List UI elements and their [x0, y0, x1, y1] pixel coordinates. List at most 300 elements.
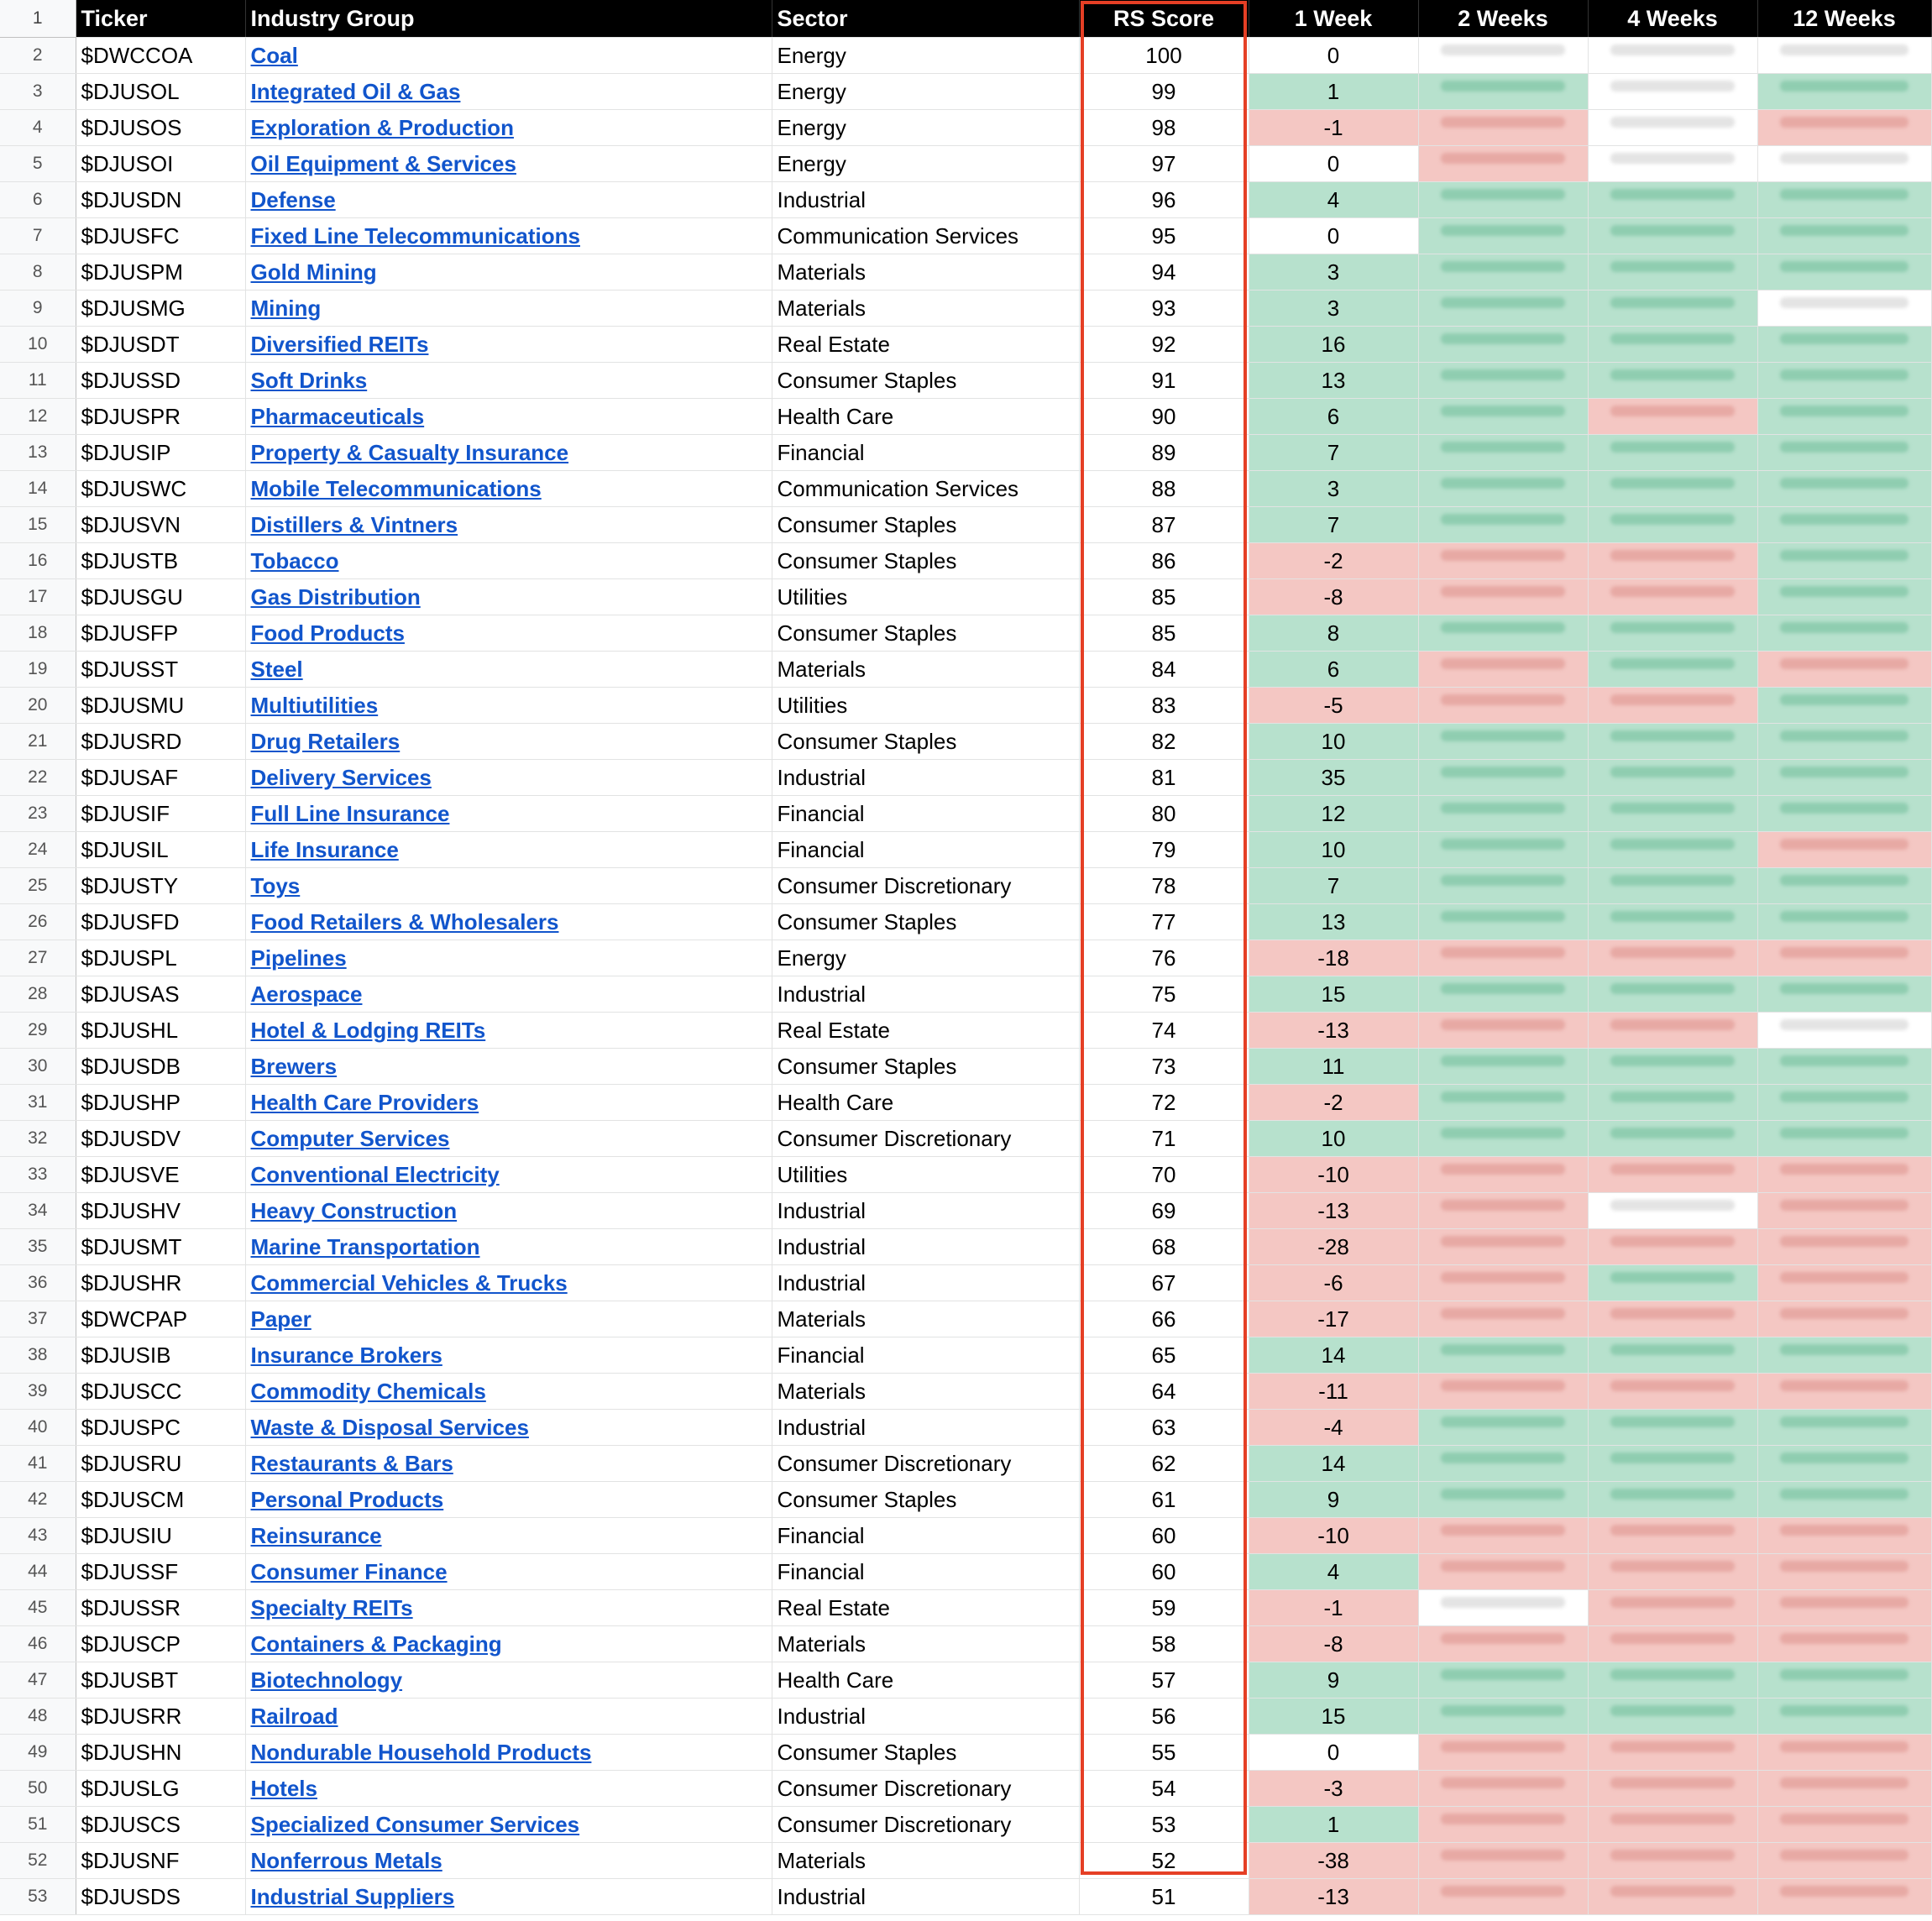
- cell-ticker[interactable]: $DJUSOI: [76, 146, 245, 182]
- cell-4-weeks[interactable]: [1588, 1699, 1757, 1735]
- cell-12-weeks[interactable]: [1757, 1121, 1931, 1157]
- cell-sector[interactable]: Consumer Discretionary: [772, 1446, 1079, 1482]
- cell-rs-score[interactable]: 71: [1079, 1121, 1249, 1157]
- cell-rs-score[interactable]: 86: [1079, 543, 1249, 579]
- cell-4-weeks[interactable]: [1588, 976, 1757, 1013]
- cell-1-week[interactable]: 13: [1249, 904, 1418, 940]
- cell-12-weeks[interactable]: [1757, 579, 1931, 615]
- cell-12-weeks[interactable]: [1757, 327, 1931, 363]
- industry-link[interactable]: Hotel & Lodging REITs: [250, 1017, 486, 1043]
- cell-rs-score[interactable]: 85: [1079, 615, 1249, 652]
- cell-12-weeks[interactable]: [1757, 1301, 1931, 1337]
- cell-ticker[interactable]: $DJUSSD: [76, 363, 245, 399]
- cell-1-week[interactable]: -10: [1249, 1157, 1418, 1193]
- cell-4-weeks[interactable]: [1588, 940, 1757, 976]
- cell-industry[interactable]: [245, 1843, 772, 1879]
- industry-link[interactable]: Insurance Brokers: [250, 1342, 442, 1368]
- cell-2-weeks[interactable]: [1418, 1337, 1588, 1374]
- cell-2-weeks[interactable]: [1418, 868, 1588, 904]
- cell-2-weeks[interactable]: [1418, 1699, 1588, 1735]
- table-row[interactable]: [0, 976, 1931, 1013]
- cell-12-weeks[interactable]: [1757, 291, 1931, 327]
- cell-rs-score[interactable]: 58: [1079, 1626, 1249, 1662]
- row-header-1[interactable]: 1: [0, 0, 76, 38]
- cell-rs-score[interactable]: 56: [1079, 1699, 1249, 1735]
- cell-2-weeks[interactable]: [1418, 1446, 1588, 1482]
- cell-ticker[interactable]: $DJUSMG: [76, 291, 245, 327]
- column-header-4-weeks[interactable]: 4 Weeks: [1588, 0, 1757, 38]
- industry-link[interactable]: Food Products: [250, 620, 405, 646]
- row-number[interactable]: 15: [0, 507, 76, 543]
- cell-industry[interactable]: [245, 688, 772, 724]
- industry-link[interactable]: Marine Transportation: [250, 1233, 480, 1259]
- cell-ticker[interactable]: $DJUSHL: [76, 1013, 245, 1049]
- cell-sector[interactable]: Health Care: [772, 399, 1079, 435]
- cell-2-weeks[interactable]: [1418, 435, 1588, 471]
- cell-sector[interactable]: Industrial: [772, 1410, 1079, 1446]
- row-number[interactable]: 35: [0, 1229, 76, 1265]
- cell-industry[interactable]: [245, 543, 772, 579]
- cell-industry[interactable]: [245, 38, 772, 74]
- cell-2-weeks[interactable]: [1418, 471, 1588, 507]
- cell-4-weeks[interactable]: [1588, 146, 1757, 182]
- cell-sector[interactable]: Materials: [772, 1626, 1079, 1662]
- cell-rs-score[interactable]: 72: [1079, 1085, 1249, 1121]
- industry-link[interactable]: Toys: [250, 872, 301, 898]
- row-number[interactable]: 32: [0, 1121, 76, 1157]
- cell-2-weeks[interactable]: [1418, 1265, 1588, 1301]
- cell-4-weeks[interactable]: [1588, 1843, 1757, 1879]
- cell-rs-score[interactable]: 94: [1079, 254, 1249, 291]
- row-number[interactable]: 27: [0, 940, 76, 976]
- cell-4-weeks[interactable]: [1588, 1518, 1757, 1554]
- row-number[interactable]: 46: [0, 1626, 76, 1662]
- cell-industry[interactable]: [245, 1049, 772, 1085]
- table-row[interactable]: [0, 1049, 1931, 1085]
- cell-1-week[interactable]: -8: [1249, 1626, 1418, 1662]
- cell-4-weeks[interactable]: [1588, 688, 1757, 724]
- row-number[interactable]: 29: [0, 1013, 76, 1049]
- cell-2-weeks[interactable]: [1418, 1013, 1588, 1049]
- industry-link[interactable]: Aerospace: [250, 981, 363, 1007]
- cell-12-weeks[interactable]: [1757, 1771, 1931, 1807]
- table-row[interactable]: [0, 1807, 1931, 1843]
- cell-rs-score[interactable]: 59: [1079, 1590, 1249, 1626]
- cell-1-week[interactable]: -10: [1249, 1518, 1418, 1554]
- cell-12-weeks[interactable]: [1757, 1626, 1931, 1662]
- cell-1-week[interactable]: -4: [1249, 1410, 1418, 1446]
- cell-industry[interactable]: [245, 904, 772, 940]
- cell-sector[interactable]: Consumer Staples: [772, 615, 1079, 652]
- cell-1-week[interactable]: 10: [1249, 832, 1418, 868]
- table-row[interactable]: [0, 146, 1931, 182]
- row-number[interactable]: 28: [0, 976, 76, 1013]
- row-number[interactable]: 50: [0, 1771, 76, 1807]
- cell-rs-score[interactable]: 99: [1079, 74, 1249, 110]
- industry-link[interactable]: Fixed Line Telecommunications: [250, 222, 580, 249]
- cell-1-week[interactable]: 4: [1249, 1554, 1418, 1590]
- cell-12-weeks[interactable]: [1757, 724, 1931, 760]
- cell-12-weeks[interactable]: [1757, 1157, 1931, 1193]
- cell-12-weeks[interactable]: [1757, 146, 1931, 182]
- cell-2-weeks[interactable]: [1418, 796, 1588, 832]
- row-number[interactable]: 47: [0, 1662, 76, 1699]
- cell-rs-score[interactable]: 78: [1079, 868, 1249, 904]
- cell-4-weeks[interactable]: [1588, 652, 1757, 688]
- cell-sector[interactable]: Consumer Discretionary: [772, 868, 1079, 904]
- cell-12-weeks[interactable]: [1757, 688, 1931, 724]
- cell-2-weeks[interactable]: [1418, 1735, 1588, 1771]
- cell-ticker[interactable]: $DJUSBT: [76, 1662, 245, 1699]
- industry-link[interactable]: Reinsurance: [250, 1522, 382, 1548]
- cell-1-week[interactable]: 6: [1249, 652, 1418, 688]
- cell-sector[interactable]: Materials: [772, 1301, 1079, 1337]
- table-row[interactable]: [0, 1699, 1931, 1735]
- cell-rs-score[interactable]: 51: [1079, 1879, 1249, 1915]
- cell-2-weeks[interactable]: [1418, 579, 1588, 615]
- cell-sector[interactable]: Energy: [772, 146, 1079, 182]
- cell-industry[interactable]: [245, 1013, 772, 1049]
- table-row[interactable]: [0, 615, 1931, 652]
- table-row[interactable]: [0, 507, 1931, 543]
- industry-link[interactable]: Delivery Services: [250, 764, 432, 790]
- cell-12-weeks[interactable]: [1757, 1265, 1931, 1301]
- cell-1-week[interactable]: 0: [1249, 218, 1418, 254]
- cell-industry[interactable]: [245, 579, 772, 615]
- cell-ticker[interactable]: $DJUSIF: [76, 796, 245, 832]
- cell-12-weeks[interactable]: [1757, 868, 1931, 904]
- cell-ticker[interactable]: $DJUSAS: [76, 976, 245, 1013]
- cell-4-weeks[interactable]: [1588, 38, 1757, 74]
- cell-12-weeks[interactable]: [1757, 1735, 1931, 1771]
- industry-link[interactable]: Railroad: [250, 1703, 338, 1729]
- row-number[interactable]: 42: [0, 1482, 76, 1518]
- cell-ticker[interactable]: $DJUSCM: [76, 1482, 245, 1518]
- row-number[interactable]: 6: [0, 182, 76, 218]
- cell-1-week[interactable]: 12: [1249, 796, 1418, 832]
- cell-sector[interactable]: Energy: [772, 940, 1079, 976]
- cell-4-weeks[interactable]: [1588, 1446, 1757, 1482]
- cell-ticker[interactable]: $DJUSCP: [76, 1626, 245, 1662]
- row-number[interactable]: 10: [0, 327, 76, 363]
- cell-ticker[interactable]: $DJUSFD: [76, 904, 245, 940]
- cell-1-week[interactable]: 9: [1249, 1482, 1418, 1518]
- cell-industry[interactable]: [245, 1807, 772, 1843]
- cell-1-week[interactable]: 14: [1249, 1337, 1418, 1374]
- cell-industry[interactable]: [245, 363, 772, 399]
- cell-2-weeks[interactable]: [1418, 1879, 1588, 1915]
- cell-4-weeks[interactable]: [1588, 471, 1757, 507]
- cell-ticker[interactable]: $DJUSTY: [76, 868, 245, 904]
- cell-industry[interactable]: [245, 74, 772, 110]
- cell-4-weeks[interactable]: [1588, 615, 1757, 652]
- cell-2-weeks[interactable]: [1418, 74, 1588, 110]
- cell-2-weeks[interactable]: [1418, 146, 1588, 182]
- cell-2-weeks[interactable]: [1418, 543, 1588, 579]
- cell-4-weeks[interactable]: [1588, 74, 1757, 110]
- cell-sector[interactable]: Consumer Staples: [772, 904, 1079, 940]
- cell-4-weeks[interactable]: [1588, 1879, 1757, 1915]
- cell-1-week[interactable]: 16: [1249, 327, 1418, 363]
- cell-industry[interactable]: [245, 1699, 772, 1735]
- cell-industry[interactable]: [245, 254, 772, 291]
- table-row[interactable]: [0, 1518, 1931, 1554]
- cell-2-weeks[interactable]: [1418, 976, 1588, 1013]
- cell-ticker[interactable]: $DJUSPL: [76, 940, 245, 976]
- cell-rs-score[interactable]: 54: [1079, 1771, 1249, 1807]
- cell-ticker[interactable]: $DJUSHR: [76, 1265, 245, 1301]
- cell-sector[interactable]: Consumer Staples: [772, 724, 1079, 760]
- cell-2-weeks[interactable]: [1418, 1410, 1588, 1446]
- cell-industry[interactable]: [245, 399, 772, 435]
- cell-sector[interactable]: Consumer Staples: [772, 1735, 1079, 1771]
- cell-industry[interactable]: [245, 110, 772, 146]
- industry-link[interactable]: Specialty REITs: [250, 1594, 413, 1620]
- cell-2-weeks[interactable]: [1418, 832, 1588, 868]
- cell-12-weeks[interactable]: [1757, 1085, 1931, 1121]
- cell-4-weeks[interactable]: [1588, 1735, 1757, 1771]
- cell-rs-score[interactable]: 83: [1079, 688, 1249, 724]
- cell-sector[interactable]: Materials: [772, 652, 1079, 688]
- cell-industry[interactable]: [245, 1771, 772, 1807]
- cell-4-weeks[interactable]: [1588, 1807, 1757, 1843]
- cell-ticker[interactable]: $DJUSVE: [76, 1157, 245, 1193]
- table-row[interactable]: [0, 435, 1931, 471]
- cell-ticker[interactable]: $DJUSRR: [76, 1699, 245, 1735]
- cell-ticker[interactable]: $DJUSPM: [76, 254, 245, 291]
- cell-4-weeks[interactable]: [1588, 1229, 1757, 1265]
- industry-link[interactable]: Heavy Construction: [250, 1197, 458, 1223]
- cell-sector[interactable]: Energy: [772, 38, 1079, 74]
- cell-4-weeks[interactable]: [1588, 254, 1757, 291]
- table-row[interactable]: [0, 218, 1931, 254]
- cell-4-weeks[interactable]: [1588, 435, 1757, 471]
- cell-industry[interactable]: [245, 1446, 772, 1482]
- cell-ticker[interactable]: $DJUSMU: [76, 688, 245, 724]
- cell-1-week[interactable]: -2: [1249, 1085, 1418, 1121]
- cell-12-weeks[interactable]: [1757, 1337, 1931, 1374]
- cell-industry[interactable]: [245, 1229, 772, 1265]
- cell-sector[interactable]: Industrial: [772, 976, 1079, 1013]
- cell-ticker[interactable]: $DJUSDT: [76, 327, 245, 363]
- cell-ticker[interactable]: $DJUSIU: [76, 1518, 245, 1554]
- table-row[interactable]: [0, 940, 1931, 976]
- cell-ticker[interactable]: $DWCPAP: [76, 1301, 245, 1337]
- cell-2-weeks[interactable]: [1418, 218, 1588, 254]
- table-row[interactable]: [0, 399, 1931, 435]
- cell-4-weeks[interactable]: [1588, 1301, 1757, 1337]
- cell-industry[interactable]: [245, 1337, 772, 1374]
- cell-2-weeks[interactable]: [1418, 760, 1588, 796]
- cell-rs-score[interactable]: 89: [1079, 435, 1249, 471]
- table-row[interactable]: [0, 182, 1931, 218]
- cell-rs-score[interactable]: 84: [1079, 652, 1249, 688]
- table-row[interactable]: [0, 1121, 1931, 1157]
- industry-link[interactable]: Diversified REITs: [250, 331, 429, 357]
- cell-sector[interactable]: Consumer Discretionary: [772, 1771, 1079, 1807]
- cell-sector[interactable]: Industrial: [772, 1193, 1079, 1229]
- table-row[interactable]: [0, 652, 1931, 688]
- row-number[interactable]: 52: [0, 1843, 76, 1879]
- cell-rs-score[interactable]: 74: [1079, 1013, 1249, 1049]
- industry-link[interactable]: Mobile Telecommunications: [250, 475, 542, 501]
- cell-2-weeks[interactable]: [1418, 291, 1588, 327]
- table-row[interactable]: [0, 38, 1931, 74]
- cell-sector[interactable]: Materials: [772, 254, 1079, 291]
- cell-4-weeks[interactable]: [1588, 760, 1757, 796]
- cell-industry[interactable]: [245, 832, 772, 868]
- cell-industry[interactable]: [245, 471, 772, 507]
- cell-12-weeks[interactable]: [1757, 1662, 1931, 1699]
- cell-2-weeks[interactable]: [1418, 327, 1588, 363]
- row-number[interactable]: 53: [0, 1879, 76, 1915]
- industry-link[interactable]: Specialized Consumer Services: [250, 1811, 580, 1837]
- column-header-1-week[interactable]: 1 Week: [1249, 0, 1418, 38]
- cell-12-weeks[interactable]: [1757, 218, 1931, 254]
- cell-12-weeks[interactable]: [1757, 1554, 1931, 1590]
- table-row[interactable]: [0, 327, 1931, 363]
- cell-12-weeks[interactable]: [1757, 435, 1931, 471]
- cell-4-weeks[interactable]: [1588, 724, 1757, 760]
- cell-12-weeks[interactable]: [1757, 940, 1931, 976]
- cell-sector[interactable]: Consumer Staples: [772, 543, 1079, 579]
- cell-1-week[interactable]: 7: [1249, 868, 1418, 904]
- industry-link[interactable]: Hotels: [250, 1775, 317, 1801]
- row-number[interactable]: 9: [0, 291, 76, 327]
- cell-rs-score[interactable]: 80: [1079, 796, 1249, 832]
- column-header-2-weeks[interactable]: 2 Weeks: [1418, 0, 1588, 38]
- cell-rs-score[interactable]: 88: [1079, 471, 1249, 507]
- cell-rs-score[interactable]: 79: [1079, 832, 1249, 868]
- column-header-industry[interactable]: Industry Group: [245, 0, 772, 38]
- cell-sector[interactable]: Utilities: [772, 1157, 1079, 1193]
- industry-link[interactable]: Paper: [250, 1306, 312, 1332]
- cell-sector[interactable]: Consumer Staples: [772, 507, 1079, 543]
- cell-12-weeks[interactable]: [1757, 832, 1931, 868]
- cell-12-weeks[interactable]: [1757, 363, 1931, 399]
- cell-industry[interactable]: [245, 796, 772, 832]
- cell-1-week[interactable]: 4: [1249, 182, 1418, 218]
- cell-12-weeks[interactable]: [1757, 1229, 1931, 1265]
- cell-industry[interactable]: [245, 1157, 772, 1193]
- cell-12-weeks[interactable]: [1757, 38, 1931, 74]
- cell-4-weeks[interactable]: [1588, 1193, 1757, 1229]
- cell-1-week[interactable]: -18: [1249, 940, 1418, 976]
- cell-1-week[interactable]: 0: [1249, 38, 1418, 74]
- cell-sector[interactable]: Materials: [772, 1374, 1079, 1410]
- cell-industry[interactable]: [245, 652, 772, 688]
- industry-link[interactable]: Steel: [250, 656, 303, 682]
- cell-2-weeks[interactable]: [1418, 724, 1588, 760]
- industry-link[interactable]: Multiutilities: [250, 692, 379, 718]
- cell-4-weeks[interactable]: [1588, 363, 1757, 399]
- cell-industry[interactable]: [245, 1590, 772, 1626]
- row-number[interactable]: 23: [0, 796, 76, 832]
- cell-rs-score[interactable]: 100: [1079, 38, 1249, 74]
- cell-ticker[interactable]: $DJUSWC: [76, 471, 245, 507]
- cell-sector[interactable]: Industrial: [772, 182, 1079, 218]
- industry-link[interactable]: Nonferrous Metals: [250, 1847, 442, 1873]
- cell-rs-score[interactable]: 65: [1079, 1337, 1249, 1374]
- cell-ticker[interactable]: $DJUSAF: [76, 760, 245, 796]
- cell-12-weeks[interactable]: [1757, 1879, 1931, 1915]
- cell-4-weeks[interactable]: [1588, 110, 1757, 146]
- cell-2-weeks[interactable]: [1418, 940, 1588, 976]
- cell-1-week[interactable]: 0: [1249, 146, 1418, 182]
- cell-industry[interactable]: [245, 1374, 772, 1410]
- table-row[interactable]: [0, 1193, 1931, 1229]
- cell-1-week[interactable]: 14: [1249, 1446, 1418, 1482]
- industry-link[interactable]: Waste & Disposal Services: [250, 1414, 529, 1440]
- cell-ticker[interactable]: $DJUSPR: [76, 399, 245, 435]
- row-number[interactable]: 44: [0, 1554, 76, 1590]
- row-number[interactable]: 18: [0, 615, 76, 652]
- cell-ticker[interactable]: $DJUSLG: [76, 1771, 245, 1807]
- cell-12-weeks[interactable]: [1757, 1843, 1931, 1879]
- cell-industry[interactable]: [245, 615, 772, 652]
- table-row[interactable]: [0, 1446, 1931, 1482]
- cell-2-weeks[interactable]: [1418, 1771, 1588, 1807]
- industry-link[interactable]: Distillers & Vintners: [250, 511, 458, 537]
- cell-ticker[interactable]: $DJUSIP: [76, 435, 245, 471]
- cell-12-weeks[interactable]: [1757, 471, 1931, 507]
- cell-12-weeks[interactable]: [1757, 1590, 1931, 1626]
- row-number[interactable]: 25: [0, 868, 76, 904]
- cell-industry[interactable]: [245, 1735, 772, 1771]
- industry-link[interactable]: Defense: [250, 186, 336, 212]
- row-number[interactable]: 13: [0, 435, 76, 471]
- cell-4-weeks[interactable]: [1588, 1085, 1757, 1121]
- cell-rs-score[interactable]: 63: [1079, 1410, 1249, 1446]
- cell-4-weeks[interactable]: [1588, 832, 1757, 868]
- cell-rs-score[interactable]: 81: [1079, 760, 1249, 796]
- table-row[interactable]: [0, 1879, 1931, 1915]
- cell-4-weeks[interactable]: [1588, 1265, 1757, 1301]
- column-header-rs-score[interactable]: RS Score: [1079, 0, 1249, 38]
- cell-industry[interactable]: [245, 868, 772, 904]
- industry-link[interactable]: Personal Products: [250, 1486, 444, 1512]
- cell-4-weeks[interactable]: [1588, 1157, 1757, 1193]
- table-row[interactable]: [0, 832, 1931, 868]
- industry-link[interactable]: Brewers: [250, 1053, 338, 1079]
- cell-2-weeks[interactable]: [1418, 1301, 1588, 1337]
- cell-sector[interactable]: Real Estate: [772, 327, 1079, 363]
- cell-12-weeks[interactable]: [1757, 796, 1931, 832]
- row-number[interactable]: 36: [0, 1265, 76, 1301]
- cell-rs-score[interactable]: 62: [1079, 1446, 1249, 1482]
- cell-12-weeks[interactable]: [1757, 615, 1931, 652]
- industry-link[interactable]: Gas Distribution: [250, 584, 421, 610]
- cell-1-week[interactable]: -6: [1249, 1265, 1418, 1301]
- cell-ticker[interactable]: $DJUSDB: [76, 1049, 245, 1085]
- row-number[interactable]: 11: [0, 363, 76, 399]
- cell-ticker[interactable]: $DJUSCS: [76, 1807, 245, 1843]
- cell-1-week[interactable]: 10: [1249, 1121, 1418, 1157]
- cell-12-weeks[interactable]: [1757, 1482, 1931, 1518]
- cell-2-weeks[interactable]: [1418, 1121, 1588, 1157]
- row-number[interactable]: 38: [0, 1337, 76, 1374]
- table-row[interactable]: [0, 760, 1931, 796]
- cell-12-weeks[interactable]: [1757, 74, 1931, 110]
- row-number[interactable]: 30: [0, 1049, 76, 1085]
- column-header-ticker[interactable]: Ticker: [76, 0, 245, 38]
- cell-rs-score[interactable]: 75: [1079, 976, 1249, 1013]
- cell-ticker[interactable]: $DJUSHP: [76, 1085, 245, 1121]
- cell-sector[interactable]: Utilities: [772, 579, 1079, 615]
- cell-2-weeks[interactable]: [1418, 1626, 1588, 1662]
- cell-sector[interactable]: Consumer Discretionary: [772, 1121, 1079, 1157]
- cell-4-weeks[interactable]: [1588, 1482, 1757, 1518]
